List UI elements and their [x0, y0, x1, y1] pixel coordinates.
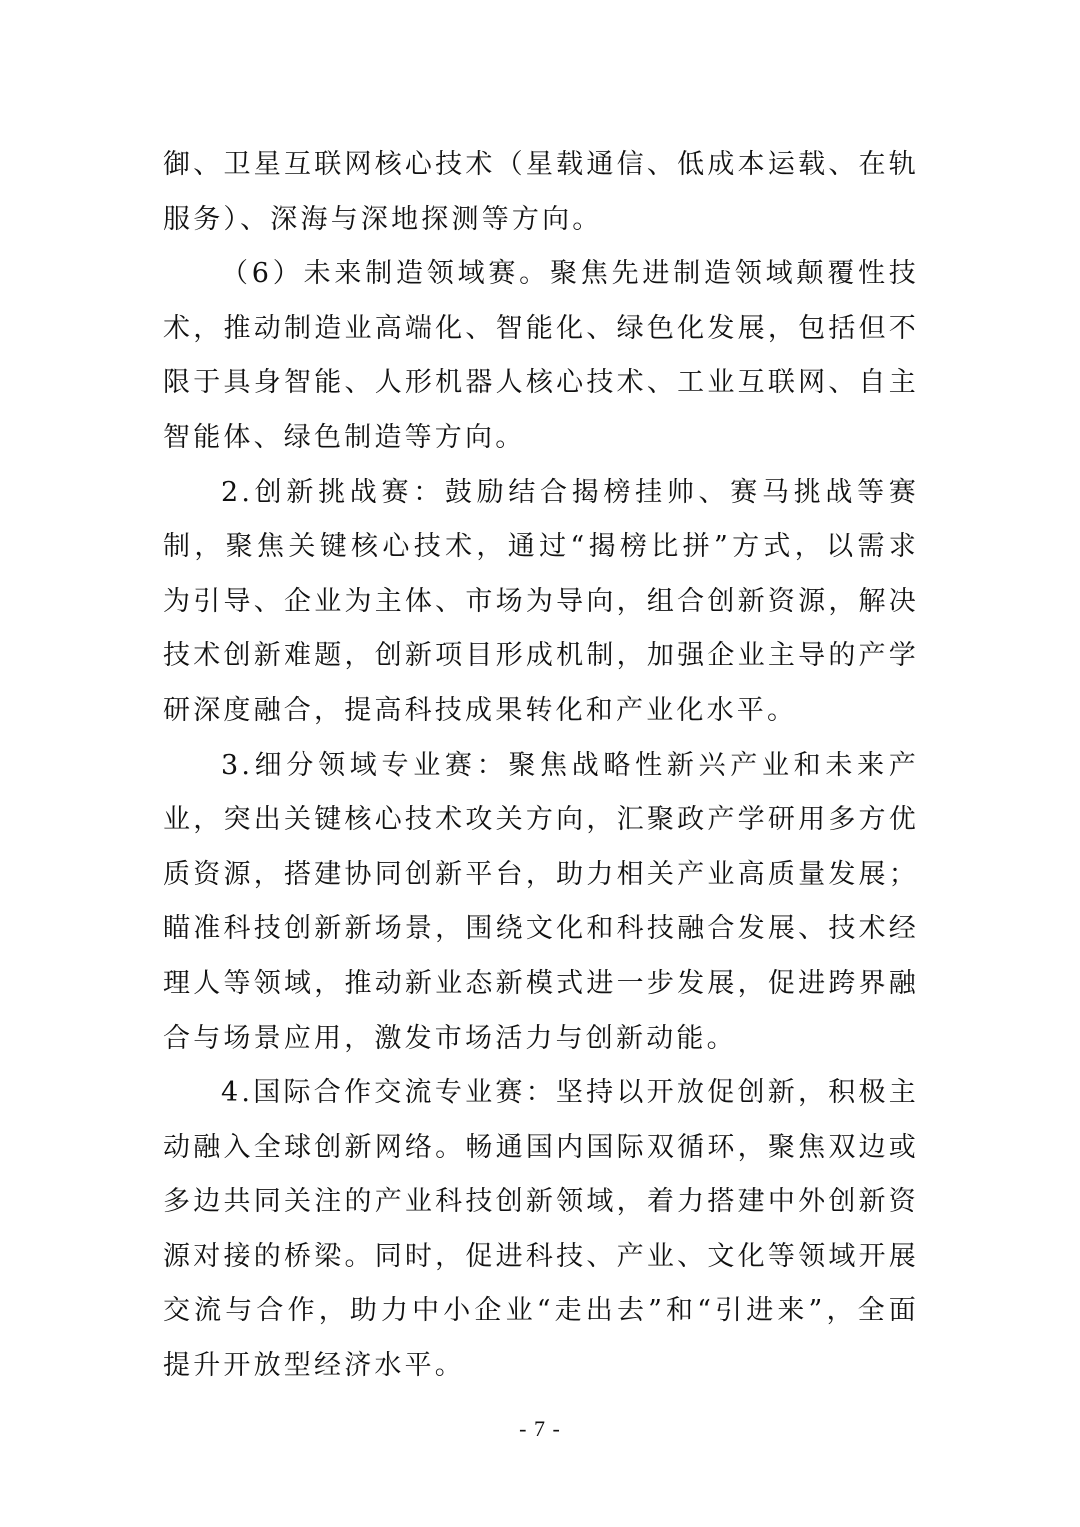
- paragraph-future-manufacturing: （6）未来制造领域赛。聚焦先进制造领域颠覆性技术，推动制造业高端化、智能化、绿色化发展，包括但不限于具身智能、人形机器人核心技术、工业互联网、自主智能体、绿色制造等方向。: [163, 258, 919, 453]
- document-body: [163, 138, 919, 1394]
- paragraph-international-cooperation: 4.国际合作交流专业赛：坚持以开放促创新，积极主动融入全球创新网络。畅通国内国际双循环，聚焦双边或多边共同关注的产业科技创新领域，着力搭建中外创新资源对接的桥梁。同时，促进科技、产业、文化等领域开展交流与合作，助力中小企业“走出去”和“引进来”，全面提升开放型经济水平。: [163, 1077, 919, 1382]
- paragraph-innovation-challenge: 2.创新挑战赛：鼓励结合揭榜挂帅、赛马挑战等赛制，聚焦关键核心技术，通过“揭榜比拼”方式，以需求为引导、企业为主体、市场为导向，组合创新资源，解决技术创新难题，创新项目形成机制，加强企业主导的产学研深度融合，提高科技成果转化和产业化水平。: [163, 476, 919, 726]
- paragraph-continuation: 御、卫星互联网核心技术（星载通信、低成本运载、在轨服务）、深海与深地探测等方向。: [163, 149, 919, 235]
- page-number: - 7 -: [519, 1416, 561, 1441]
- paragraph-specialized-field: 3.细分领域专业赛：聚焦战略性新兴产业和未来产业，突出关键核心技术攻关方向，汇聚政产学研用多方优质资源，搭建协同创新平台，助力相关产业高质量发展；瞄准科技创新新场景，围绕文化和科技融合发展、技术经理人等领域，推动新业态新模式进一步发展，促进跨界融合与场景应用，激发市场活力与创新动能。: [163, 749, 919, 1054]
